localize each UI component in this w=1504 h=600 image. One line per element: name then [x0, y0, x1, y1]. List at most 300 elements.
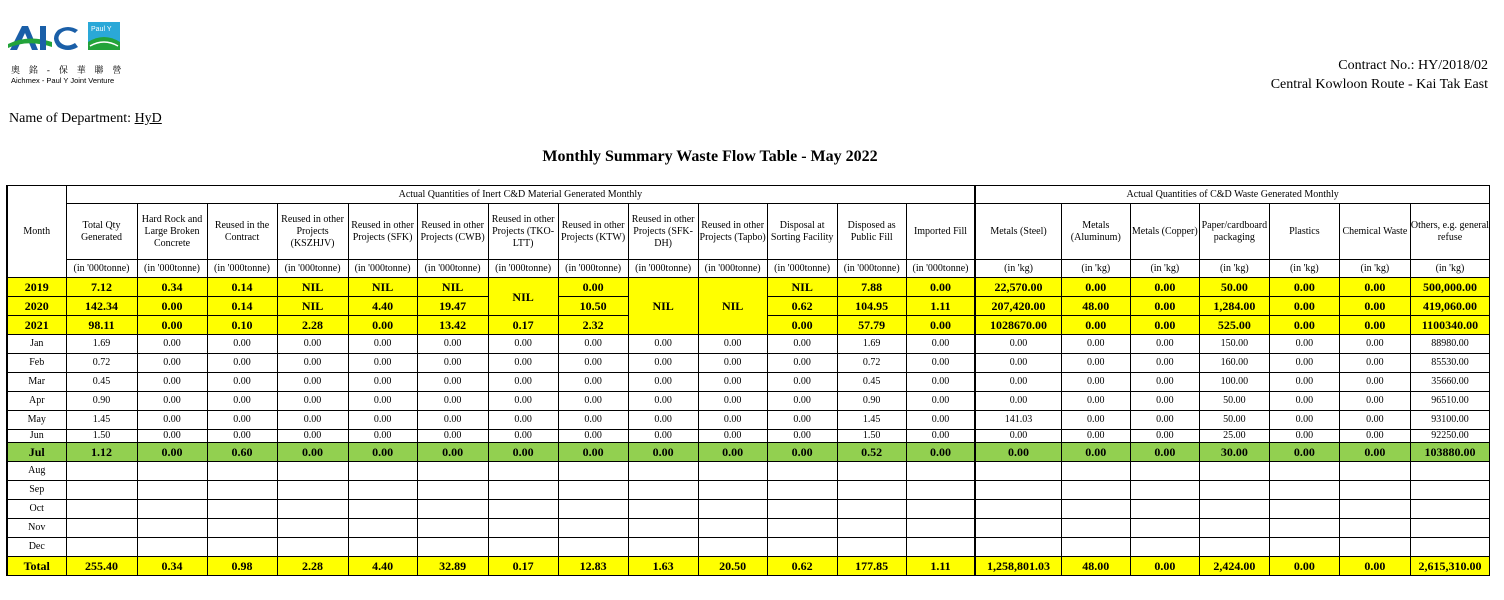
data-cell: 0.00	[1269, 411, 1339, 430]
month-row-Mar	[7, 373, 1490, 392]
data-cell: 0.00	[1339, 335, 1410, 354]
data-cell: 0.00	[1130, 443, 1199, 462]
data-cell: 0.00	[558, 411, 628, 430]
column-unit: (in '000tonne)	[66, 260, 137, 278]
data-cell: 0.14	[207, 297, 277, 316]
data-cell: 0.00	[348, 411, 417, 430]
data-cell	[207, 538, 277, 557]
month-row-Dec	[7, 538, 1490, 557]
data-cell: 0.00	[628, 373, 698, 392]
data-cell	[417, 538, 488, 557]
data-cell	[348, 481, 417, 500]
data-cell	[1061, 519, 1130, 538]
data-cell: 177.85	[837, 557, 906, 576]
row-label: Oct	[7, 500, 66, 519]
data-cell: 0.00	[417, 392, 488, 411]
data-cell: 0.00	[207, 373, 277, 392]
data-cell	[1199, 500, 1269, 519]
data-cell: 10.50	[558, 297, 628, 316]
data-cell: 0.00	[1269, 557, 1339, 576]
department-line	[9, 111, 162, 127]
data-cell: 0.00	[1339, 278, 1410, 297]
data-cell	[277, 500, 348, 519]
data-cell	[975, 538, 1061, 557]
data-cell: 22,570.00	[975, 278, 1061, 297]
data-cell: 0.17	[488, 557, 558, 576]
data-cell	[207, 519, 277, 538]
data-cell: 32.89	[417, 557, 488, 576]
company-logo	[8, 20, 128, 90]
data-cell	[767, 481, 837, 500]
data-cell: 0.00	[277, 373, 348, 392]
data-cell: 0.00	[137, 316, 207, 335]
data-cell: 0.00	[698, 430, 767, 443]
month-row-Jun	[7, 430, 1490, 443]
data-cell	[1269, 462, 1339, 481]
data-cell	[137, 500, 207, 519]
data-cell: 92250.00	[1410, 430, 1489, 443]
data-cell: 0.17	[488, 316, 558, 335]
column-unit: (in '000tonne)	[906, 260, 975, 278]
column-header: Disposed as Public Fill	[837, 204, 906, 260]
data-cell: 50.00	[1199, 411, 1269, 430]
data-cell	[488, 538, 558, 557]
data-cell	[698, 500, 767, 519]
month-row-Feb	[7, 354, 1490, 373]
data-cell: 0.00	[698, 335, 767, 354]
data-cell: 0.00	[1061, 316, 1130, 335]
data-cell: 0.00	[628, 392, 698, 411]
data-cell: 0.00	[277, 354, 348, 373]
data-cell: 0.00	[558, 278, 628, 297]
group-header-inert: Actual Quantities of Inert C&D Material Generated Monthly	[66, 186, 975, 204]
data-cell	[1410, 538, 1489, 557]
data-cell: 160.00	[1199, 354, 1269, 373]
month-row-Oct	[7, 500, 1490, 519]
data-cell: 0.00	[698, 443, 767, 462]
data-cell: 0.00	[1269, 392, 1339, 411]
data-cell: 12.83	[558, 557, 628, 576]
data-cell	[1410, 519, 1489, 538]
data-cell	[1061, 481, 1130, 500]
data-cell: 1.45	[66, 411, 137, 430]
column-unit: (in '000tonne)	[348, 260, 417, 278]
column-header: Imported Fill	[906, 204, 975, 260]
data-cell: 1.12	[66, 443, 137, 462]
data-cell: 0.00	[906, 443, 975, 462]
column-header: Reused in other Projects (Tapbo)	[698, 204, 767, 260]
data-cell: 0.00	[488, 411, 558, 430]
year-row-2019	[7, 278, 1490, 297]
data-cell: 0.00	[1269, 278, 1339, 297]
data-cell: 0.90	[837, 392, 906, 411]
data-cell	[488, 481, 558, 500]
data-cell: 0.14	[207, 278, 277, 297]
data-cell: 0.00	[1339, 557, 1410, 576]
row-label: 2020	[7, 297, 66, 316]
data-cell	[1339, 462, 1410, 481]
data-cell	[207, 481, 277, 500]
column-header: Paper/cardboard packaging	[1199, 204, 1269, 260]
data-cell	[975, 481, 1061, 500]
data-cell: 0.00	[698, 354, 767, 373]
data-cell: 0.00	[488, 335, 558, 354]
data-cell: 0.00	[417, 411, 488, 430]
data-cell: 0.00	[1269, 354, 1339, 373]
data-cell: 0.00	[1130, 557, 1199, 576]
data-cell: 0.00	[558, 443, 628, 462]
data-cell: 0.00	[348, 316, 417, 335]
column-unit: (in '000tonne)	[277, 260, 348, 278]
logo-chinese-name: 奧 銘 - 保 華 聯 營	[11, 66, 125, 76]
data-cell: 141.03	[975, 411, 1061, 430]
data-cell	[1130, 481, 1199, 500]
row-label: Aug	[7, 462, 66, 481]
data-cell: 0.00	[698, 411, 767, 430]
data-cell: 0.00	[1130, 297, 1199, 316]
data-cell: 0.00	[137, 411, 207, 430]
data-cell: 0.52	[837, 443, 906, 462]
data-cell: 0.00	[488, 392, 558, 411]
data-cell: 0.00	[628, 411, 698, 430]
data-cell: 50.00	[1199, 392, 1269, 411]
data-cell: 1.11	[906, 297, 975, 316]
data-cell	[837, 500, 906, 519]
data-cell	[1339, 538, 1410, 557]
data-cell: 0.00	[488, 430, 558, 443]
data-cell: 0.00	[1130, 373, 1199, 392]
data-cell	[1130, 462, 1199, 481]
data-cell: 1,284.00	[1199, 297, 1269, 316]
data-cell	[1061, 538, 1130, 557]
data-cell	[207, 462, 277, 481]
data-cell: 0.00	[1130, 316, 1199, 335]
data-cell: 0.00	[137, 297, 207, 316]
data-cell: 0.90	[66, 392, 137, 411]
data-cell: NIL	[417, 278, 488, 297]
data-cell: 0.00	[1339, 354, 1410, 373]
data-cell	[698, 538, 767, 557]
data-cell	[906, 481, 975, 500]
data-cell: 0.00	[906, 278, 975, 297]
data-cell: 0.00	[906, 411, 975, 430]
data-cell: 0.00	[767, 335, 837, 354]
data-cell: 0.45	[837, 373, 906, 392]
data-cell	[1339, 519, 1410, 538]
column-header: Reused in other Projects (KTW)	[558, 204, 628, 260]
data-cell	[628, 500, 698, 519]
data-cell	[348, 519, 417, 538]
data-cell: 0.00	[348, 443, 417, 462]
data-cell	[488, 500, 558, 519]
data-cell: 0.00	[488, 354, 558, 373]
data-cell	[767, 500, 837, 519]
data-cell: 0.00	[628, 335, 698, 354]
data-cell: 0.00	[558, 354, 628, 373]
data-cell: 0.00	[558, 430, 628, 443]
data-cell	[348, 500, 417, 519]
column-header: Total Qty Generated	[66, 204, 137, 260]
data-cell: 0.00	[906, 316, 975, 335]
logo-english-name: Aichmex - Paul Y Joint Venture	[11, 76, 115, 85]
data-cell: 142.34	[66, 297, 137, 316]
data-cell: 4.40	[348, 297, 417, 316]
data-cell	[1339, 481, 1410, 500]
data-cell: 525.00	[1199, 316, 1269, 335]
data-cell	[558, 500, 628, 519]
column-unit: (in '000tonne)	[488, 260, 558, 278]
column-header: Metals (Steel)	[975, 204, 1061, 260]
data-cell: 0.00	[277, 443, 348, 462]
data-cell: 88980.00	[1410, 335, 1489, 354]
data-cell: 1.11	[906, 557, 975, 576]
column-unit: (in 'kg)	[1061, 260, 1130, 278]
data-cell: NIL	[277, 278, 348, 297]
data-cell: 255.40	[66, 557, 137, 576]
data-cell: 1100340.00	[1410, 316, 1489, 335]
data-cell: 57.79	[837, 316, 906, 335]
data-cell: 0.72	[66, 354, 137, 373]
total-row	[7, 557, 1490, 576]
month-row-Aug	[7, 462, 1490, 481]
column-unit: (in 'kg)	[1199, 260, 1269, 278]
data-cell: NIL	[348, 278, 417, 297]
data-cell: 0.00	[348, 354, 417, 373]
data-cell: 2,424.00	[1199, 557, 1269, 576]
month-row-Nov	[7, 519, 1490, 538]
data-cell	[1269, 538, 1339, 557]
data-cell: 0.00	[767, 373, 837, 392]
data-cell	[837, 462, 906, 481]
data-cell: 0.00	[207, 354, 277, 373]
data-cell: 0.00	[558, 373, 628, 392]
data-cell: 2.28	[277, 557, 348, 576]
data-cell: 0.00	[1061, 411, 1130, 430]
data-cell: 0.00	[1339, 411, 1410, 430]
row-label: Jul	[7, 443, 66, 462]
column-header: Hard Rock and Large Broken Concrete	[137, 204, 207, 260]
data-cell: 0.00	[975, 354, 1061, 373]
month-row-Jan	[7, 335, 1490, 354]
data-cell: 0.00	[348, 373, 417, 392]
data-cell: 0.00	[975, 430, 1061, 443]
data-cell: 0.00	[207, 335, 277, 354]
data-cell: 2.32	[558, 316, 628, 335]
data-cell	[66, 462, 137, 481]
data-cell: 0.00	[277, 392, 348, 411]
data-cell: 0.00	[137, 373, 207, 392]
data-cell: 1.50	[837, 430, 906, 443]
data-cell: 4.40	[348, 557, 417, 576]
data-cell: 48.00	[1061, 557, 1130, 576]
data-cell: 0.00	[628, 443, 698, 462]
data-cell: 0.00	[348, 392, 417, 411]
column-header: Disposal at Sorting Facility	[767, 204, 837, 260]
data-cell: 98.11	[66, 316, 137, 335]
data-cell: 85530.00	[1410, 354, 1489, 373]
data-cell: 1.50	[66, 430, 137, 443]
data-cell: 48.00	[1061, 297, 1130, 316]
data-cell	[906, 500, 975, 519]
data-cell: 0.00	[767, 430, 837, 443]
data-cell	[1199, 538, 1269, 557]
data-cell: 103880.00	[1410, 443, 1489, 462]
data-cell	[1269, 481, 1339, 500]
data-cell: 0.00	[767, 392, 837, 411]
data-cell	[1130, 519, 1199, 538]
data-cell: 35660.00	[1410, 373, 1489, 392]
row-label: Nov	[7, 519, 66, 538]
data-cell: 7.12	[66, 278, 137, 297]
data-cell	[417, 462, 488, 481]
data-cell: 0.00	[488, 373, 558, 392]
data-cell	[1199, 481, 1269, 500]
row-label: Sep	[7, 481, 66, 500]
month-row-Jul	[7, 443, 1490, 462]
column-header: Reused in other Projects (TKO-LTT)	[488, 204, 558, 260]
data-cell: 0.72	[837, 354, 906, 373]
data-cell	[628, 519, 698, 538]
contract-name: Central Kowloon Route - Kai Tak East	[1270, 77, 1488, 92]
row-label: Feb	[7, 354, 66, 373]
data-cell: 0.00	[698, 392, 767, 411]
column-header: Chemical Waste	[1339, 204, 1410, 260]
data-cell: 0.00	[628, 354, 698, 373]
data-cell: 0.00	[1130, 392, 1199, 411]
column-unit: (in '000tonne)	[698, 260, 767, 278]
data-cell	[906, 519, 975, 538]
data-cell	[137, 538, 207, 557]
data-cell	[277, 519, 348, 538]
header-row-groups	[7, 186, 1490, 204]
column-header: Reused in other Projects (SFK)	[348, 204, 417, 260]
data-cell: 0.62	[767, 557, 837, 576]
row-label: Total	[7, 557, 66, 576]
data-cell	[558, 519, 628, 538]
pauly-logo-text: Paul Y	[91, 26, 112, 33]
data-cell: 0.00	[767, 354, 837, 373]
data-cell	[1199, 519, 1269, 538]
data-cell	[417, 519, 488, 538]
data-cell	[698, 462, 767, 481]
data-cell: 0.62	[767, 297, 837, 316]
column-unit: (in 'kg)	[975, 260, 1061, 278]
data-cell: 150.00	[1199, 335, 1269, 354]
data-cell: 0.10	[207, 316, 277, 335]
department-label: Name of Department:	[9, 111, 135, 126]
column-unit: (in 'kg)	[1339, 260, 1410, 278]
group-header-waste: Actual Quantities of C&D Waste Generated Monthly	[975, 186, 1489, 204]
data-cell	[558, 481, 628, 500]
data-cell: 0.00	[1130, 430, 1199, 443]
data-cell	[66, 538, 137, 557]
data-cell: 0.00	[277, 411, 348, 430]
data-cell	[1130, 500, 1199, 519]
data-cell: 0.34	[137, 278, 207, 297]
data-cell: 1,258,801.03	[975, 557, 1061, 576]
column-header: Plastics	[1269, 204, 1339, 260]
data-cell: NIL	[767, 278, 837, 297]
data-cell	[1269, 519, 1339, 538]
data-cell	[1410, 481, 1489, 500]
data-cell: 104.95	[837, 297, 906, 316]
data-cell: 0.00	[1339, 373, 1410, 392]
data-cell: 20.50	[698, 557, 767, 576]
data-cell	[628, 481, 698, 500]
waste-flow-table	[6, 185, 1490, 576]
data-cell: 0.00	[1339, 297, 1410, 316]
data-cell: 0.00	[1061, 430, 1130, 443]
page-title: Monthly Summary Waste Flow Table - May 2022	[542, 148, 878, 165]
data-cell	[417, 500, 488, 519]
data-cell: 1.45	[837, 411, 906, 430]
data-cell	[417, 481, 488, 500]
data-cell: 419,060.00	[1410, 297, 1489, 316]
data-cell: 0.00	[417, 373, 488, 392]
data-cell: 0.00	[207, 392, 277, 411]
data-cell	[137, 519, 207, 538]
data-cell: 2.28	[277, 316, 348, 335]
column-header: Reused in other Projects (KSZHJV)	[277, 204, 348, 260]
data-cell: 30.00	[1199, 443, 1269, 462]
data-cell: 0.00	[906, 430, 975, 443]
data-cell: 0.00	[1269, 373, 1339, 392]
data-cell: 0.00	[1269, 335, 1339, 354]
column-header: Metals (Copper)	[1130, 204, 1199, 260]
row-label: Apr	[7, 392, 66, 411]
data-cell: 0.00	[1061, 335, 1130, 354]
data-cell: 0.00	[1061, 392, 1130, 411]
data-cell: 0.00	[1061, 443, 1130, 462]
data-cell: 0.00	[1269, 430, 1339, 443]
data-cell: 96510.00	[1410, 392, 1489, 411]
data-cell	[488, 519, 558, 538]
department-value: HyD	[134, 111, 162, 126]
data-cell: 0.00	[906, 335, 975, 354]
column-unit: (in '000tonne)	[767, 260, 837, 278]
data-cell: 0.00	[207, 430, 277, 443]
data-cell	[1061, 462, 1130, 481]
data-cell: 0.00	[1339, 443, 1410, 462]
data-cell: 0.00	[1061, 278, 1130, 297]
data-cell: 1028670.00	[975, 316, 1061, 335]
row-label: 2019	[7, 278, 66, 297]
data-cell: 0.00	[488, 443, 558, 462]
column-unit: (in '000tonne)	[837, 260, 906, 278]
data-cell	[488, 462, 558, 481]
data-cell: 0.00	[906, 373, 975, 392]
data-cell: 0.00	[1130, 278, 1199, 297]
data-cell	[837, 519, 906, 538]
data-cell: 100.00	[1199, 373, 1269, 392]
data-cell	[975, 519, 1061, 538]
data-cell	[1410, 500, 1489, 519]
data-cell: 0.00	[137, 354, 207, 373]
data-cell	[767, 519, 837, 538]
aic-logo-icon	[8, 20, 128, 60]
data-cell	[207, 500, 277, 519]
data-cell	[137, 481, 207, 500]
nil-cell: NIL	[628, 278, 698, 335]
row-label: Dec	[7, 538, 66, 557]
header-row-units	[7, 260, 1490, 278]
data-cell: 0.45	[66, 373, 137, 392]
column-unit: (in '000tonne)	[558, 260, 628, 278]
data-cell: 19.47	[417, 297, 488, 316]
data-cell: 0.00	[767, 316, 837, 335]
data-cell: 0.00	[767, 411, 837, 430]
column-unit: (in 'kg)	[1130, 260, 1199, 278]
